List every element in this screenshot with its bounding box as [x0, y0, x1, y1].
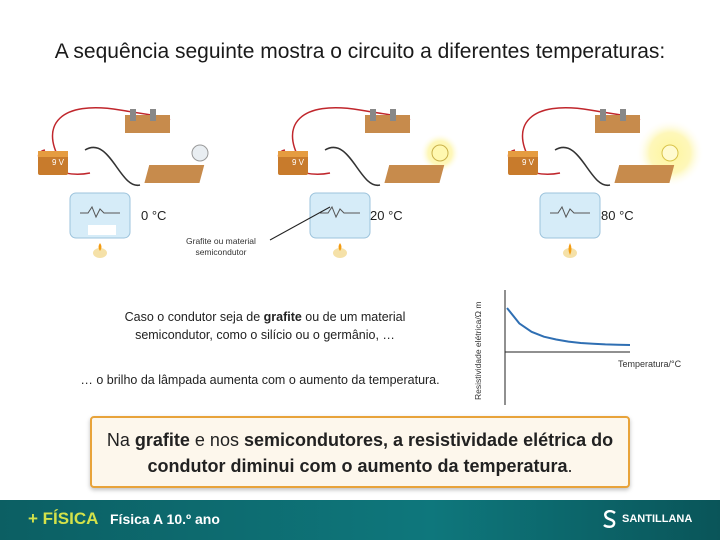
temperature-label-20: 20 °C	[370, 208, 403, 223]
circuit-80c	[508, 108, 704, 258]
santillana-logo-icon	[602, 510, 618, 528]
para1-bold: grafite	[263, 310, 302, 324]
circuit-0c	[38, 108, 208, 258]
summary-end: .	[567, 456, 573, 476]
temperature-label-80: 80 °C	[601, 208, 634, 223]
slide-title: A sequência seguinte mostra o circuito a diferentes temperaturas:	[54, 40, 666, 63]
summary-pre: Na	[106, 430, 135, 450]
summary-mid: e nos	[189, 430, 244, 450]
summary-box	[90, 416, 630, 488]
paragraph-brightness: … o brilho da lâmpada aumenta com o aumento da temperatura.	[80, 373, 440, 387]
footer-bar	[0, 500, 720, 540]
callout-line-1: Grafite ou material	[186, 236, 256, 246]
battery-label: 9 V	[522, 158, 535, 167]
battery-label: 9 V	[52, 158, 65, 167]
chart-y-label: Resistividade elétrica/Ω m	[473, 301, 483, 400]
circuit-illustrations	[0, 95, 720, 270]
subject-label: + FÍSICA	[28, 509, 99, 528]
course-label: Física A 10.º ano	[110, 511, 220, 527]
resistivity-curve	[507, 308, 630, 345]
temperature-label-0: 0 °C	[141, 208, 167, 223]
battery-label: 9 V	[292, 158, 305, 167]
chart-x-label: Temperatura/°C	[618, 359, 682, 369]
circuit-20c	[270, 108, 460, 258]
para1-mid: ou de um material semicondutor, como o silício ou o germânio, …	[135, 310, 406, 342]
brand-name: SANTILLANA	[622, 513, 693, 525]
paragraph-conductor	[100, 308, 430, 344]
callout-line-2: semicondutor	[195, 247, 247, 257]
summary-bold-2: semicondutores, a resistividade elétrica do condutor diminui com o aumento da temperatura	[147, 430, 614, 476]
para1-pre: Caso o condutor seja de	[124, 310, 264, 324]
summary-bold-1: grafite	[134, 430, 190, 450]
resistivity-chart	[495, 290, 665, 410]
material-callout	[186, 236, 256, 258]
